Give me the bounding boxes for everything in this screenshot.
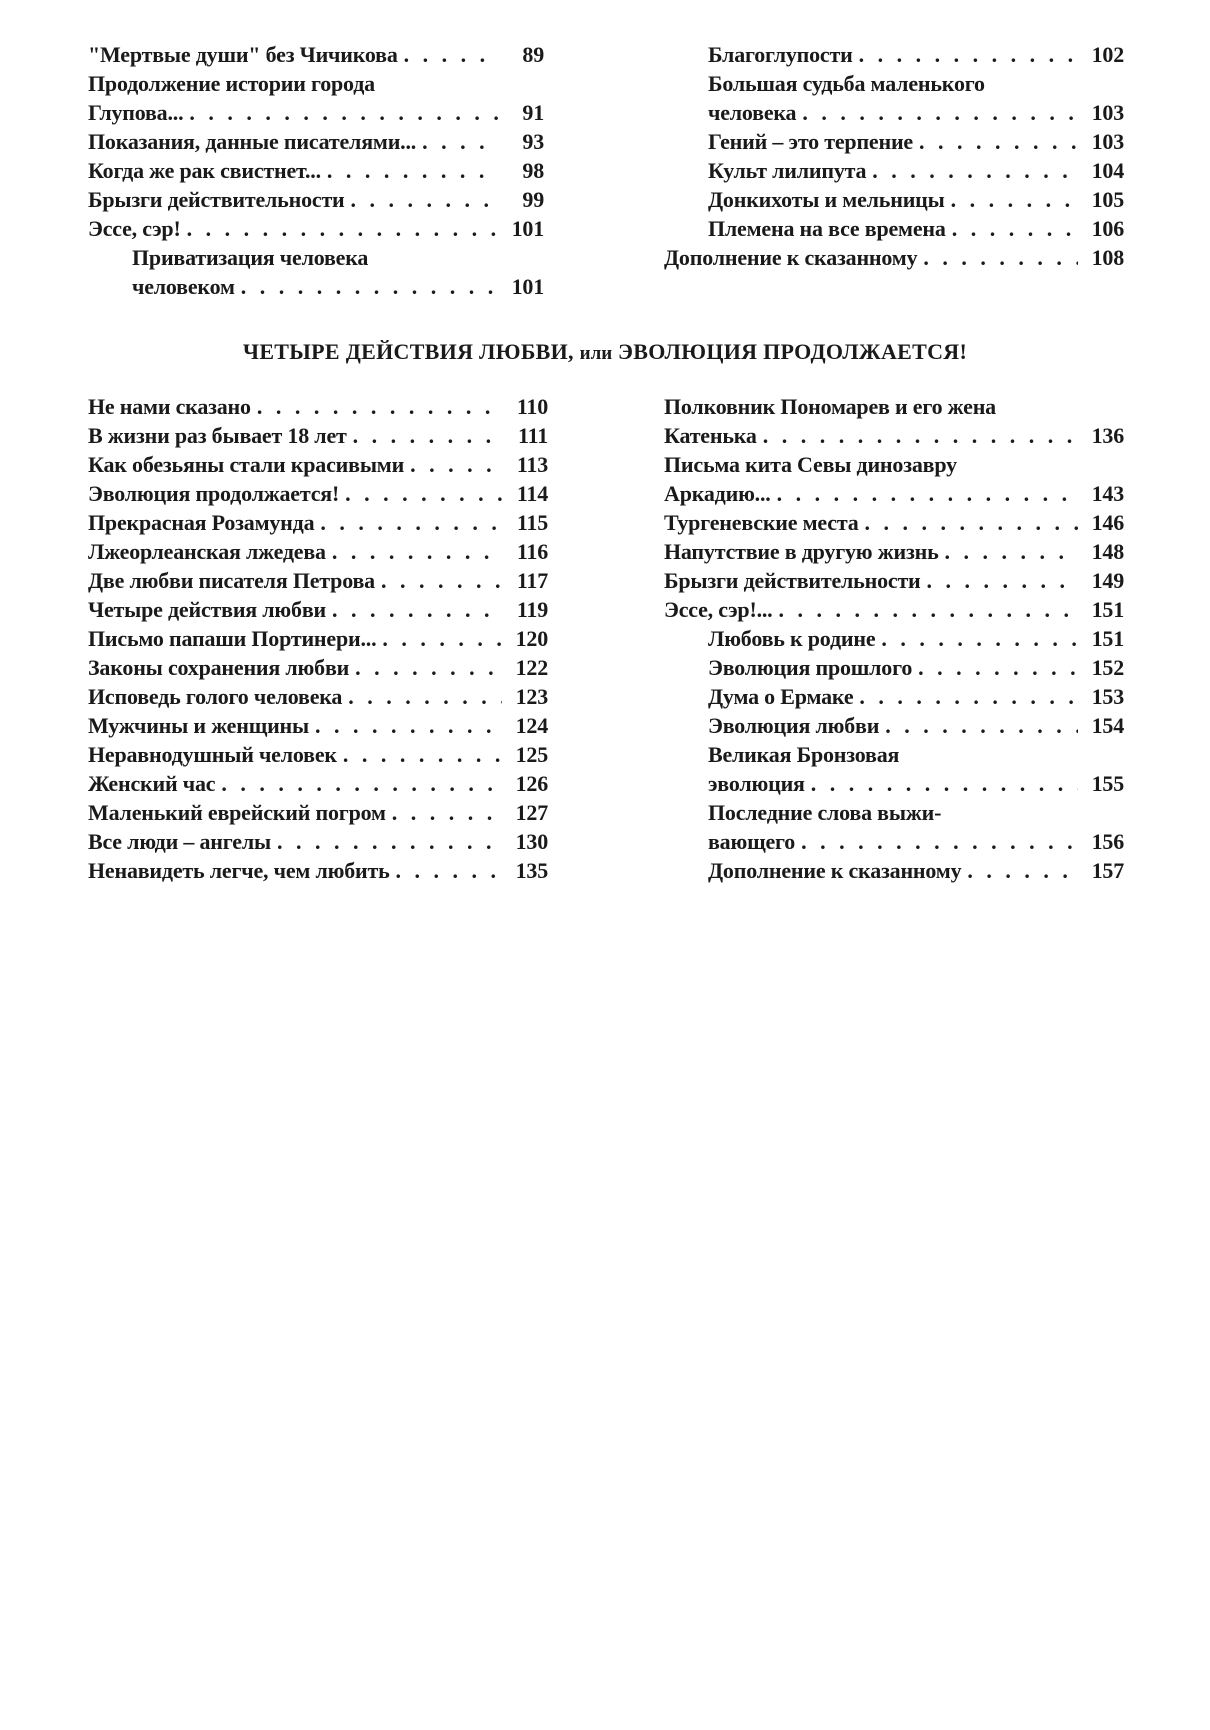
- toc-entry-page-number: 115: [516, 510, 548, 535]
- toc-entry-title: Все люди – ангелы: [88, 829, 271, 854]
- toc-entry-page-number: 102: [1091, 42, 1124, 67]
- toc-entry: [88, 624, 548, 653]
- toc-entry-title: Катенька: [664, 423, 757, 448]
- toc-dot-leader: [241, 272, 498, 301]
- toc-entry: [664, 98, 1124, 127]
- toc-entry-title: Прекрасная Розамунда: [88, 510, 315, 535]
- toc-entry: [664, 243, 1124, 272]
- toc-dot-leader: [952, 214, 1078, 243]
- toc-entry-title: вающего: [708, 829, 796, 854]
- toc-entry: [88, 508, 548, 537]
- toc-entry-title: эволюция: [708, 771, 805, 796]
- section-heading-conjunction: или: [579, 343, 613, 364]
- toc-entry-title: Эссе, сэр!...: [664, 597, 773, 622]
- toc-dot-leader: [923, 243, 1078, 272]
- toc-entry-page-number: 123: [515, 684, 548, 709]
- toc-entry-title: Дума о Ермаке: [708, 684, 854, 709]
- toc-column-section1-left: [88, 40, 544, 301]
- toc-dot-leader: [189, 98, 498, 127]
- toc-entry-page-number: 151: [1091, 626, 1124, 651]
- toc-entry-title: Благоглупости: [708, 42, 853, 67]
- toc-entry-title: Две любви писателя Петрова: [88, 568, 375, 593]
- toc-entry: [88, 392, 548, 421]
- toc-dot-leader: [763, 421, 1078, 450]
- toc-entry: [88, 711, 548, 740]
- toc-entry-title: Маленький еврейский погром: [88, 800, 386, 825]
- toc-dot-leader: [779, 595, 1079, 624]
- toc-entry: [88, 450, 548, 479]
- toc-entry-page-number: 127: [515, 800, 548, 825]
- toc-entry-continuation: Великая Бронзовая: [708, 742, 900, 767]
- toc-entry-page-number: 122: [515, 655, 548, 680]
- toc-entry: [88, 827, 548, 856]
- toc-dot-leader: [881, 624, 1078, 653]
- toc-dot-leader: [221, 769, 502, 798]
- toc-entry: [88, 40, 544, 69]
- toc-entry-title: Культ лилипута: [708, 158, 867, 183]
- toc-entry-title: Брызги действительности: [664, 568, 921, 593]
- toc-dot-leader: [872, 156, 1078, 185]
- toc-entry: [88, 127, 544, 156]
- toc-entry-page-number: 103: [1091, 100, 1124, 125]
- toc-entry-continuation: Полковник Пономарев и его жена: [664, 394, 996, 419]
- section-heading-part1: ЧЕТЫРЕ ДЕЙСТВИЯ ЛЮБВИ,: [242, 339, 574, 364]
- toc-dot-leader: [355, 653, 502, 682]
- toc-entry: [88, 595, 548, 624]
- toc-column-section2-right: [664, 392, 1124, 885]
- toc-entry: [88, 421, 548, 450]
- toc-entry-continuation: Последние слова выжи-: [708, 800, 942, 825]
- toc-entry: [664, 856, 1124, 885]
- toc-entry: [664, 156, 1124, 185]
- toc-entry: [88, 740, 548, 769]
- toc-entry-page-number: 152: [1091, 655, 1124, 680]
- toc-entry-title: Исповедь голого человека: [88, 684, 343, 709]
- toc-entry-page-number: 148: [1091, 539, 1124, 564]
- toc-entry: [664, 537, 1124, 566]
- toc-entry: [88, 98, 544, 127]
- toc-dot-leader: [396, 856, 502, 885]
- toc-dot-leader: [187, 214, 498, 243]
- toc-entry-title: Аркадию...: [664, 481, 771, 506]
- toc-entry-title: Эссе, сэр!: [88, 216, 181, 241]
- toc-entry-page-number: 126: [515, 771, 548, 796]
- toc-entry-page-number: 156: [1091, 829, 1124, 854]
- toc-entry-page-number: 154: [1091, 713, 1124, 738]
- toc-dot-leader: [381, 566, 502, 595]
- toc-dot-leader: [865, 508, 1078, 537]
- toc-entry-continuation: Письма кита Севы динозавру: [664, 452, 957, 477]
- toc-entry: [664, 624, 1124, 653]
- toc-entry-title: Глупова...: [88, 100, 184, 125]
- toc-entry-page-number: 89: [522, 42, 544, 67]
- toc-entry-title: Четыре действия любви: [88, 597, 327, 622]
- toc-entry-page-number: 106: [1091, 216, 1124, 241]
- toc-entry-page-number: 155: [1091, 771, 1124, 796]
- toc-dot-leader: [404, 40, 498, 69]
- toc-dot-leader: [332, 595, 502, 624]
- toc-dot-leader: [802, 98, 1078, 127]
- toc-entry-page-number: 108: [1091, 245, 1124, 270]
- toc-entry: [664, 595, 1124, 624]
- toc-entry: [664, 827, 1124, 856]
- toc-entry-page-number: 149: [1091, 568, 1124, 593]
- toc-entry-title: Лжеорлеанская лжедева: [88, 539, 326, 564]
- toc-entry-title: Ненавидеть легче, чем любить: [88, 858, 390, 883]
- section-heading-part2: ЭВОЛЮЦИЯ ПРОДОЛЖАЕТСЯ!: [618, 339, 968, 364]
- toc-dot-leader: [777, 479, 1078, 508]
- toc-entry-page-number: 113: [516, 452, 548, 477]
- section-heading: [0, 339, 1210, 365]
- toc-entry-title: Напутствие в другую жизнь: [664, 539, 939, 564]
- toc-entry: [88, 856, 548, 885]
- toc-dot-leader: [811, 769, 1078, 798]
- toc-entry-page-number: 117: [516, 568, 548, 593]
- toc-dot-leader: [885, 711, 1078, 740]
- toc-entry-page-number: 136: [1091, 423, 1124, 448]
- toc-entry-page-number: 101: [511, 274, 544, 299]
- toc-entry-title: "Мертвые души" без Чичикова: [88, 42, 398, 67]
- toc-entry-title: Донкихоты и мельницы: [708, 187, 945, 212]
- toc-entry: [664, 508, 1124, 537]
- toc-entry: [88, 769, 548, 798]
- toc-entry-title: В жизни раз бывает 18 лет: [88, 423, 347, 448]
- toc-entry-page-number: 98: [522, 158, 544, 183]
- toc-entry-page-number: 130: [515, 829, 548, 854]
- toc-entry-page-number: 99: [522, 187, 544, 212]
- toc-dot-leader: [392, 798, 502, 827]
- toc-entry-title: Брызги действительности: [88, 187, 345, 212]
- toc-entry: [664, 711, 1124, 740]
- toc-entry: [88, 682, 548, 711]
- toc-entry-title: Письмо папаши Портинери...: [88, 626, 377, 651]
- toc-dot-leader: [343, 740, 502, 769]
- toc-dot-leader: [257, 392, 502, 421]
- toc-entry-title: Эволюция прошлого: [708, 655, 913, 680]
- toc-entry-page-number: 124: [515, 713, 548, 738]
- toc-entry-page-number: 93: [522, 129, 544, 154]
- toc-entry-title: Дополнение к сказанному: [664, 245, 918, 270]
- toc-dot-leader: [320, 508, 502, 537]
- toc-entry-title: Как обезьяны стали красивыми: [88, 452, 405, 477]
- toc-entry-page-number: 111: [518, 423, 548, 448]
- toc-entry-page-number: 119: [516, 597, 548, 622]
- toc-entry: [88, 566, 548, 595]
- toc-entry-title: Когда же рак свистнет...: [88, 158, 321, 183]
- toc-entry-title: человека: [708, 100, 797, 125]
- toc-dot-leader: [315, 711, 502, 740]
- toc-entry-page-number: 151: [1091, 597, 1124, 622]
- toc-dot-leader: [859, 40, 1078, 69]
- toc-entry: [88, 156, 544, 185]
- toc-entry: [88, 798, 548, 827]
- toc-entry-page-number: 125: [515, 742, 548, 767]
- toc-dot-leader: [348, 682, 502, 711]
- toc-entry: [88, 479, 548, 508]
- toc-entry: [88, 537, 548, 566]
- toc-entry: [664, 214, 1124, 243]
- toc-dot-leader: [422, 127, 498, 156]
- toc-dot-leader: [353, 421, 502, 450]
- toc-entry-continuation: Продолжение истории города: [88, 71, 375, 96]
- toc-entry-page-number: 157: [1091, 858, 1124, 883]
- toc-column-section2-left: [88, 392, 548, 885]
- toc-entry: [88, 272, 544, 301]
- toc-entry-page-number: 104: [1091, 158, 1124, 183]
- toc-entry-title: Любовь к родине: [708, 626, 876, 651]
- toc-entry-title: Не нами сказано: [88, 394, 251, 419]
- toc-entry: [664, 185, 1124, 214]
- toc-entry: [88, 653, 548, 682]
- toc-dot-leader: [801, 827, 1078, 856]
- toc-entry-continuation: Большая судьба маленького: [708, 71, 985, 96]
- toc-entry-page-number: 110: [516, 394, 548, 419]
- toc-entry-title: Показания, данные писателями...: [88, 129, 417, 154]
- toc-entry-title: Эволюция продолжается!: [88, 481, 340, 506]
- toc-entry-page-number: 101: [511, 216, 544, 241]
- toc-dot-leader: [919, 127, 1078, 156]
- toc-entry-title: Неравнодушный человек: [88, 742, 337, 767]
- toc-entry-page-number: 143: [1091, 481, 1124, 506]
- toc-entry: [88, 214, 544, 243]
- toc-entry-continuation: Приватизация человека: [132, 245, 369, 270]
- toc-entry-title: человеком: [132, 274, 235, 299]
- toc-dot-leader: [345, 479, 502, 508]
- toc-dot-leader: [351, 185, 498, 214]
- toc-dot-leader: [410, 450, 502, 479]
- toc-entry: [664, 127, 1124, 156]
- toc-entry-title: Дополнение к сказанному: [708, 858, 962, 883]
- toc-dot-leader: [327, 156, 498, 185]
- toc-entry-page-number: 114: [516, 481, 548, 506]
- toc-entry: [664, 479, 1124, 508]
- toc-dot-leader: [382, 624, 502, 653]
- toc-entry: [664, 769, 1124, 798]
- toc-entry-page-number: 103: [1091, 129, 1124, 154]
- toc-entry: [664, 421, 1124, 450]
- toc-entry: [664, 40, 1124, 69]
- toc-entry: [88, 185, 544, 214]
- toc-entry-page-number: 120: [515, 626, 548, 651]
- toc-entry: [664, 682, 1124, 711]
- toc-entry: [664, 566, 1124, 595]
- toc-entry-title: Мужчины и женщины: [88, 713, 310, 738]
- toc-entry-title: Законы сохранения любви: [88, 655, 350, 680]
- toc-column-section1-right: [664, 40, 1124, 272]
- toc-dot-leader: [918, 653, 1078, 682]
- toc-entry-title: Тургеневские места: [664, 510, 859, 535]
- toc-dot-leader: [332, 537, 502, 566]
- toc-entry-page-number: 116: [516, 539, 548, 564]
- toc-dot-leader: [927, 566, 1078, 595]
- toc-entry-page-number: 105: [1091, 187, 1124, 212]
- toc-entry-title: Племена на все времена: [708, 216, 946, 241]
- toc-dot-leader: [277, 827, 502, 856]
- toc-entry-title: Эволюция любви: [708, 713, 880, 738]
- toc-dot-leader: [951, 185, 1078, 214]
- toc-dot-leader: [967, 856, 1078, 885]
- toc-entry-page-number: 135: [515, 858, 548, 883]
- toc-dot-leader: [859, 682, 1078, 711]
- toc-entry-page-number: 91: [522, 100, 544, 125]
- toc-entry-title: Гений – это терпение: [708, 129, 914, 154]
- toc-entry-page-number: 146: [1091, 510, 1124, 535]
- toc-entry-page-number: 153: [1091, 684, 1124, 709]
- toc-entry-title: Женский час: [88, 771, 216, 796]
- toc-entry: [664, 653, 1124, 682]
- toc-dot-leader: [945, 537, 1078, 566]
